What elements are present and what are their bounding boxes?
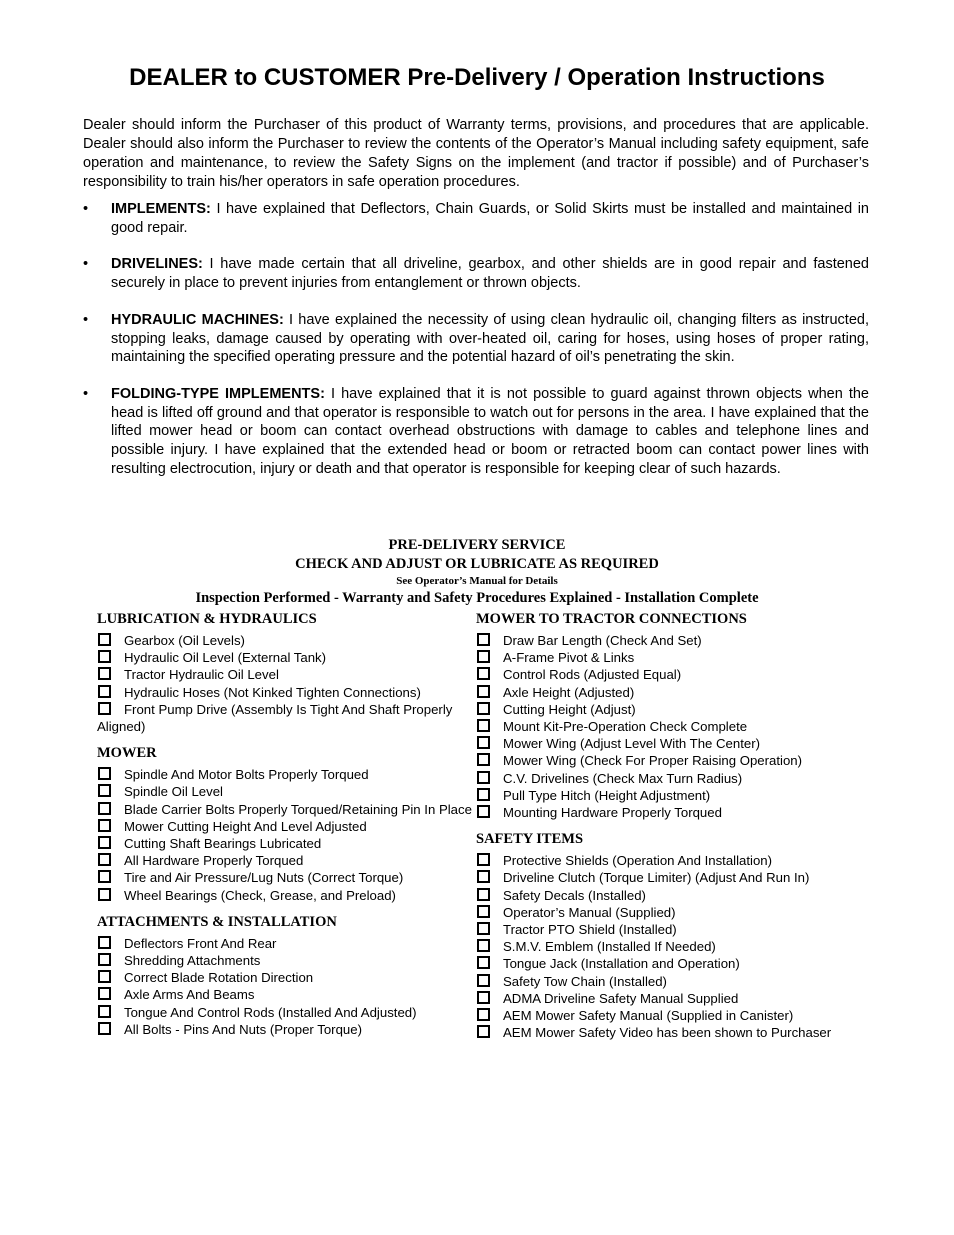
checklist-item-label: Tongue Jack (Installation and Operation) <box>503 956 740 972</box>
checklist-item-label: Deflectors Front And Rear <box>124 935 277 951</box>
checklist-item-label: Cutting Shaft Bearings Lubricated <box>124 836 322 852</box>
checklist-mower-to-tractor-connections <box>476 632 876 821</box>
service-subheading: CHECK AND ADJUST OR LUBRICATE AS REQUIRED <box>295 556 659 572</box>
service-heading: PRE-DELIVERY SERVICE <box>388 537 566 553</box>
intro-paragraph: Dealer should inform the Purchaser of this product of Warranty terms, provisions, and procedures that are applicable. Dealer should also inform the Purchaser to review the contents of the Operator’s Manual including safety equipment, safe operation and maintenance, to review the Safety Signs on the implement (and tractor if possible) and of Purchaser’s responsibility to train his/her operators in safe operation procedures. <box>83 117 869 190</box>
instruction-implements <box>83 200 869 237</box>
checkbox[interactable] <box>477 788 490 801</box>
checklist-item-label: Operator’s Manual (Supplied) <box>503 904 676 920</box>
instruction-label: DRIVELINES: <box>111 256 203 273</box>
checklist-item <box>97 801 475 818</box>
checkbox[interactable] <box>98 767 111 780</box>
checklist-item <box>476 1007 876 1024</box>
checklist-item-label: Gearbox (Oil Levels) <box>124 633 245 648</box>
checklist-item <box>476 1024 876 1041</box>
checklist-item <box>97 835 475 852</box>
bullet-marker: • <box>83 311 89 328</box>
checklist-item-label: ADMA Driveline Safety Manual Supplied <box>503 990 739 1006</box>
checkbox[interactable] <box>477 805 490 818</box>
checkbox[interactable] <box>98 888 111 901</box>
checklist-item <box>476 770 876 787</box>
checklist-mower <box>97 766 475 904</box>
checklist-item-label: Protective Shields (Operation And Installation) <box>503 853 773 869</box>
bullet-marker: • <box>83 256 89 273</box>
checklist-item <box>476 666 876 683</box>
checkbox[interactable] <box>98 987 111 1000</box>
section-title-safety-items: SAFETY ITEMS <box>476 831 584 848</box>
service-note: See Operator’s Manual for Details <box>396 575 558 587</box>
checklist-item <box>97 952 475 969</box>
checklist-item-label: Tongue And Control Rods (Installed And Adjusted) <box>124 1004 417 1020</box>
service-summary: Inspection Performed - Warranty and Safety Procedures Explained - Installation Complete <box>195 590 759 606</box>
checklist-item-label: AEM Mower Safety Manual (Supplied in Canister) <box>503 1008 794 1024</box>
checklist-item <box>97 818 475 835</box>
checkbox[interactable] <box>98 953 111 966</box>
checklist-item <box>476 684 876 701</box>
checklist-item-label: Mount Kit-Pre-Operation Check Complete <box>503 719 748 735</box>
checklist-item <box>97 666 475 683</box>
checklist-item <box>476 990 876 1007</box>
checkbox[interactable] <box>98 970 111 983</box>
instruction-text: I have explained that it is not possible to guard against thrown objects when the head is lifted off ground and that operator is responsible to watch out for persons in the area. I have explained that the lifted mower head or boom can contact overhead obstructions with damage to cables and telephone lines and possible injury. I have explained that the extended head or boom or retracted boom can contact power lines with resulting electrocution, injury or death and that operator is responsible for keeping clear of such hazards. <box>111 385 869 477</box>
checklist-item-label: Hydraulic Hoses (Not Kinked Tighten Connections) <box>124 684 421 700</box>
checklist-item-label: Shredding Attachments <box>124 953 261 969</box>
checklist-item-label: C.V. Drivelines (Check Max Turn Radius) <box>503 770 743 786</box>
checklist-safety-items <box>476 852 876 1041</box>
checklist-item <box>97 684 475 701</box>
checkbox[interactable] <box>477 1025 490 1038</box>
checklist-item-label: Draw Bar Length (Check And Set) <box>503 633 702 648</box>
checklist-item <box>476 787 876 804</box>
checkbox[interactable] <box>98 667 111 680</box>
checkbox[interactable] <box>477 753 490 766</box>
checkbox[interactable] <box>477 870 490 883</box>
checklist-item-label: All Bolts - Pins And Nuts (Proper Torque) <box>124 1021 362 1037</box>
checklist-item <box>476 718 876 735</box>
checklist-item <box>97 986 475 1003</box>
checklist-item <box>97 701 475 735</box>
checklist-item <box>476 852 876 869</box>
checkbox[interactable] <box>98 784 111 797</box>
checklist-item <box>476 869 876 886</box>
checklist-item-label: All Hardware Properly Torqued <box>124 853 304 869</box>
section-title-attachments-installation: ATTACHMENTS & INSTALLATION <box>97 913 337 930</box>
instruction-text: I have explained that Deflectors, Chain Guards, or Solid Skirts must be installed and maintained in good repair. <box>111 201 869 236</box>
instruction-hydraulic-machines <box>83 311 869 367</box>
checkbox[interactable] <box>98 870 111 883</box>
checklist-item <box>97 852 475 869</box>
checklist-item <box>476 804 876 821</box>
checkbox[interactable] <box>98 702 111 715</box>
checklist-item-label: AEM Mower Safety Video has been shown to Purchaser <box>503 1025 832 1041</box>
checkbox[interactable] <box>98 650 111 663</box>
checkbox[interactable] <box>98 836 111 849</box>
page-title: DEALER to CUSTOMER Pre-Delivery / Operation Instructions <box>129 64 825 91</box>
checkbox[interactable] <box>477 685 490 698</box>
checklist-attachments-installation <box>97 935 475 1038</box>
bullet-marker: • <box>83 201 89 217</box>
checklist-item-label: Mower Cutting Height And Level Adjusted <box>124 818 367 834</box>
checkbox[interactable] <box>98 802 111 815</box>
checklist-item <box>97 1004 475 1021</box>
checklist-item-label: Cutting Height (Adjust) <box>503 701 636 717</box>
instruction-label: HYDRAULIC MACHINES: <box>111 311 284 328</box>
checklist-item-label: Mounting Hardware Properly Torqued <box>503 805 722 821</box>
checkbox[interactable] <box>477 991 490 1004</box>
checklist-item-label: Driveline Clutch (Torque Limiter) (Adjust And Run In) <box>503 870 810 886</box>
checkbox[interactable] <box>98 1005 111 1018</box>
checkbox[interactable] <box>477 633 490 646</box>
checkbox[interactable] <box>98 685 111 698</box>
checklist-right-column <box>476 610 876 1050</box>
checklist-item <box>97 1021 475 1038</box>
checklist-item-label: Spindle Oil Level <box>124 784 223 800</box>
checklist-item-label: Blade Carrier Bolts Properly Torqued/Retaining Pin In Place <box>124 801 472 817</box>
checklist-item <box>476 973 876 990</box>
checklist-item <box>476 752 876 769</box>
checkbox[interactable] <box>477 719 490 732</box>
checklist-item-label: Correct Blade Rotation Direction <box>124 970 314 986</box>
checklist-item <box>97 783 475 800</box>
checklist-item-label: Wheel Bearings (Check, Grease, and Preload) <box>124 887 396 903</box>
checkbox[interactable] <box>477 650 490 663</box>
checklist-item <box>476 921 876 938</box>
checklist-item-label: Safety Tow Chain (Installed) <box>503 973 667 989</box>
instruction-list <box>83 200 869 496</box>
checkbox[interactable] <box>477 702 490 715</box>
instruction-folding-type-implements <box>83 385 869 479</box>
checkbox[interactable] <box>477 956 490 969</box>
checklist-item <box>476 632 876 649</box>
checklist-item <box>97 887 475 904</box>
checklist-item-label: Tractor PTO Shield (Installed) <box>503 922 677 938</box>
checkbox[interactable] <box>98 853 111 866</box>
checklist-item <box>476 904 876 921</box>
instruction-text: I have explained the necessity of using clean hydraulic oil, changing filters as instructed, stopping leaks, damage caused by operating with over-heated oil, caring for hoses, using hoses of proper rating, maintaining the specified operating pressure and the potential hazard of oil’s penetrating the skin. <box>111 311 869 366</box>
checklist-item <box>476 887 876 904</box>
checkbox[interactable] <box>98 819 111 832</box>
section-title-lubrication-hydraulics: LUBRICATION & HYDRAULICS <box>97 611 317 627</box>
checkbox[interactable] <box>98 633 111 646</box>
checkbox[interactable] <box>477 905 490 918</box>
checkbox[interactable] <box>477 771 490 784</box>
checkbox[interactable] <box>98 936 111 949</box>
checklist-item-label: Safety Decals (Installed) <box>503 887 646 903</box>
checklist-item <box>97 632 475 649</box>
checklist-item <box>97 766 475 783</box>
checkbox[interactable] <box>477 922 490 935</box>
checklist-item-label: S.M.V. Emblem (Installed If Needed) <box>503 939 716 955</box>
checklist-item <box>97 649 475 666</box>
checklist-item-label: Hydraulic Oil Level (External Tank) <box>124 650 327 666</box>
instruction-text: I have made certain that all driveline, gearbox, and other shields are in good repair and fastened securely in place to prevent injuries from entanglement or thrown objects. <box>111 256 869 292</box>
section-title-mower: MOWER <box>97 745 157 762</box>
bullet-marker: • <box>83 385 89 402</box>
checkbox[interactable] <box>477 853 490 866</box>
checklist-item <box>476 735 876 752</box>
pre-delivery-service-header <box>0 536 954 607</box>
checklist-item-label: Axle Arms And Beams <box>124 987 255 1003</box>
checklist-item <box>476 701 876 718</box>
checklist-item <box>97 969 475 986</box>
checklist-item <box>476 649 876 666</box>
checklist-lubrication-hydraulics <box>97 632 475 735</box>
section-title-mower-to-tractor-connections: MOWER TO TRACTOR CONNECTIONS <box>476 611 747 627</box>
checklist-left-column <box>97 610 475 1047</box>
checkbox[interactable] <box>477 736 490 749</box>
instruction-drivelines <box>83 255 869 292</box>
checklist-item-label: Spindle And Motor Bolts Properly Torqued <box>124 767 369 783</box>
checklist-item-label: Control Rods (Adjusted Equal) <box>503 667 682 683</box>
checklist-item-label: Tire and Air Pressure/Lug Nuts (Correct Torque) <box>124 870 404 886</box>
checkbox[interactable] <box>98 1022 111 1035</box>
checklist-item <box>97 869 475 886</box>
checklist-item-label: Mower Wing (Adjust Level With The Center) <box>503 736 761 752</box>
checklist-item <box>476 955 876 972</box>
checklist-item-label: Tractor Hydraulic Oil Level <box>124 667 279 683</box>
checkbox[interactable] <box>477 974 490 987</box>
instruction-label: FOLDING-TYPE IMPLEMENTS: <box>111 385 325 402</box>
checklist-item <box>476 938 876 955</box>
instruction-label: IMPLEMENTS: <box>111 201 211 217</box>
checklist-item <box>97 935 475 952</box>
checklist-item-label: Mower Wing (Check For Proper Raising Operation) <box>503 753 803 769</box>
checkbox[interactable] <box>477 939 490 952</box>
checklist-item-label: Axle Height (Adjusted) <box>503 684 635 700</box>
checkbox[interactable] <box>477 888 490 901</box>
checklist-item-label: Pull Type Hitch (Height Adjustment) <box>503 787 711 803</box>
checklist-item-label: A-Frame Pivot & Links <box>503 650 635 666</box>
checkbox[interactable] <box>477 667 490 680</box>
checklist-item-label: Front Pump Drive (Assembly Is Tight And Shaft Properly Aligned) <box>97 701 453 735</box>
checkbox[interactable] <box>477 1008 490 1021</box>
